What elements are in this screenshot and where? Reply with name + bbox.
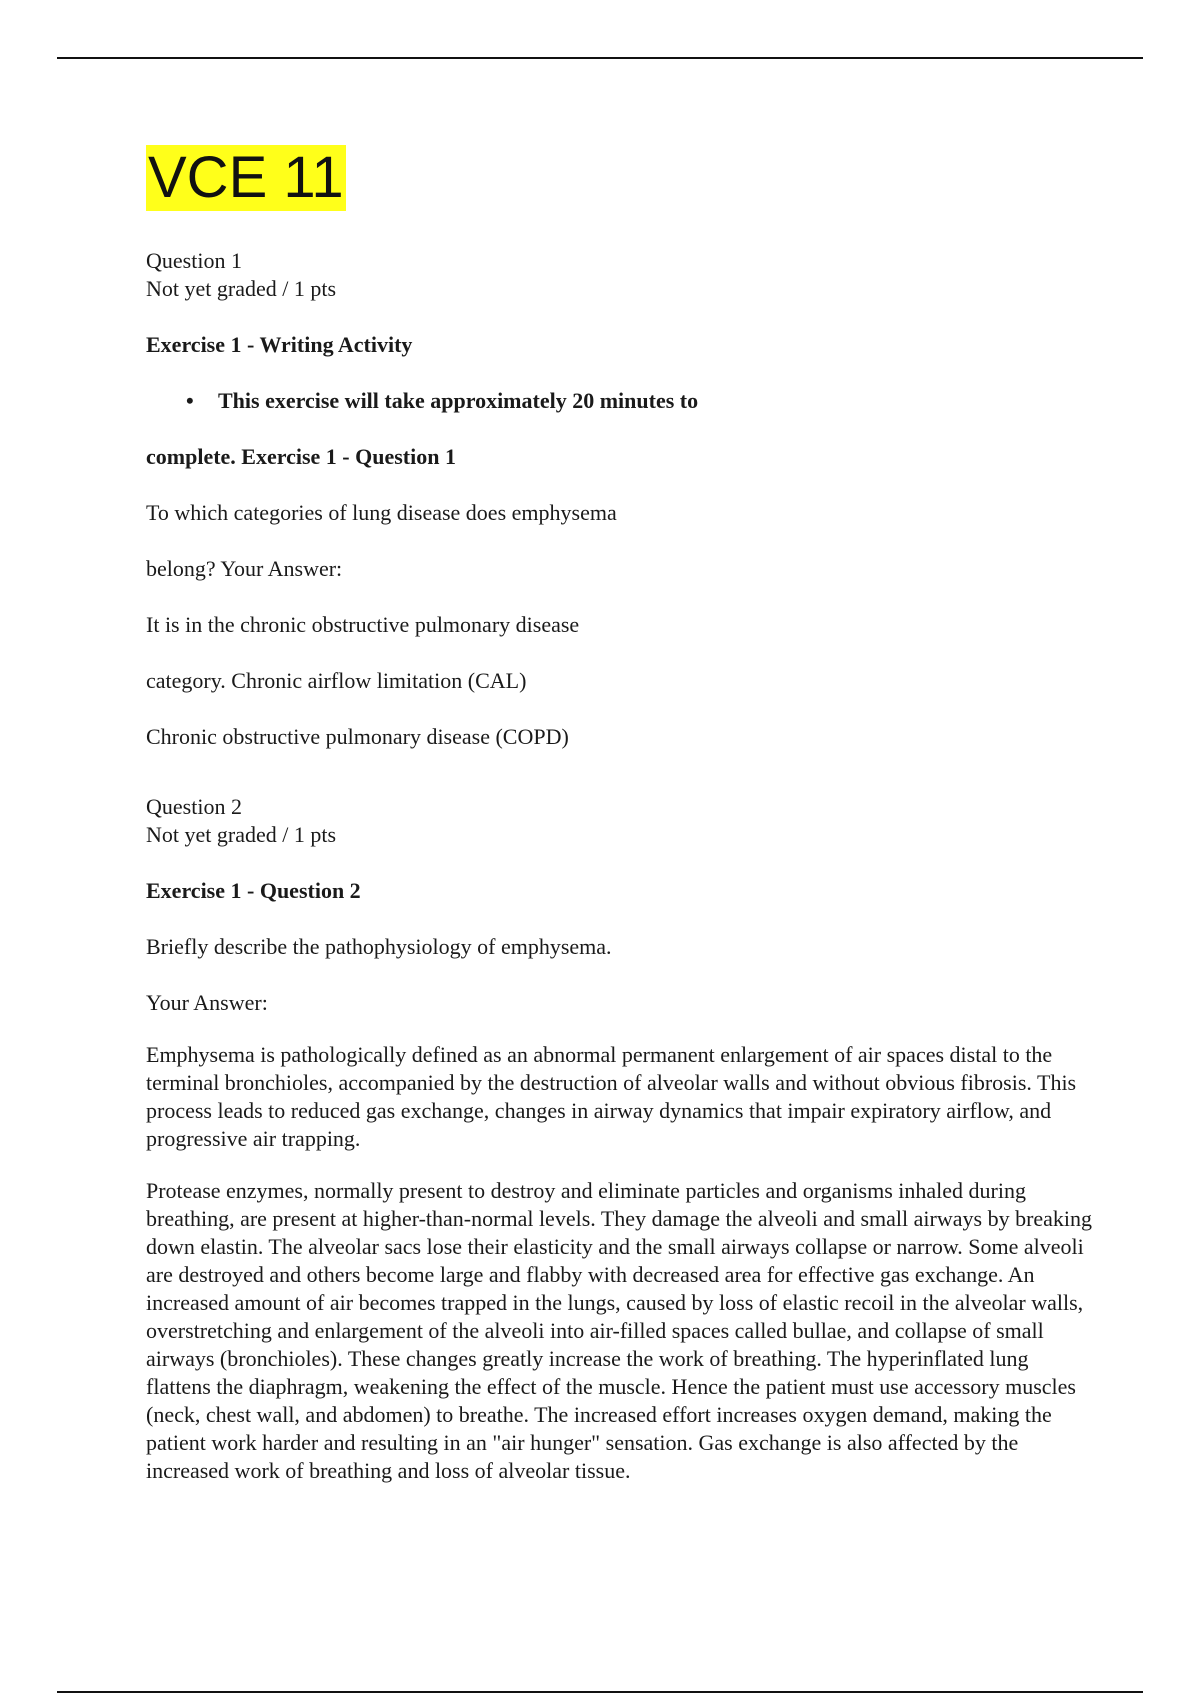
document-title: VCE 11 <box>148 145 344 210</box>
answer-paragraph-2: Protease enzymes, normally present to destroy and eliminate particles and organisms inhaled during breathing, are present at higher-than-normal levels. They damage the alveoli and small airways by breaking down elastin. The alveolar sacs lose their elasticity and the small airways collapse or narrow. Some alveoli are destroyed and others become large and flabby with decreased area for effective gas exchange. An increased amount of air becomes trapped in the lungs, caused by loss of elastic recoil in the alveolar walls, overstretching and enlargement of the alveoli into air-filled spaces called bullae, and collapse of small airways (bronchioles). These changes greatly increase the work of breathing. The hyperinflated lung flattens the diaphragm, weakening the effect of the muscle. Hence the patient must use accessory muscles (neck, chest wall, and abdomen) to breathe. The increased effort increases oxygen demand, making the patient work harder and resulting in an "air hunger" sensation. Gas exchange is also affected by the increased work of breathing and loss of alveolar tissue. <box>146 1178 1093 1483</box>
bullet-icon: • <box>186 388 194 413</box>
question-prompt: Briefly describe the pathophysiology of emphysema. <box>146 934 612 959</box>
question-1 <box>146 247 1106 751</box>
answer-line-1: It is in the chronic obstructive pulmonary disease <box>146 612 580 637</box>
bottom-rule <box>57 1691 1143 1693</box>
answer-paragraph-1: Emphysema is pathologically defined as an abnormal permanent enlargement of air spaces distal to the terminal bronchioles, accompanied by the destruction of alveolar walls and without obvious fibrosis. This process leads to reduced gas exchange, changes in airway dynamics that impair expiratory airflow, and progressive air trapping. <box>146 1042 1077 1151</box>
question-1-header <box>146 247 1106 303</box>
answer-line-3: Chronic obstructive pulmonary disease (COPD) <box>146 724 569 749</box>
bullet-item <box>146 387 1106 415</box>
question-label: Question 1 <box>146 248 242 273</box>
exercise-title: Exercise 1 - Writing Activity <box>146 332 413 357</box>
exercise-title: Exercise 1 - Question 2 <box>146 878 361 903</box>
top-rule <box>57 57 1143 59</box>
question-2-header <box>146 793 1106 849</box>
question-label: Question 2 <box>146 794 242 819</box>
answer-line-2: category. Chronic airflow limitation (CAL) <box>146 668 527 693</box>
question-prompt-line-2: belong? Your Answer: <box>146 556 343 581</box>
exercise-continuation: complete. Exercise 1 - Question 1 <box>146 444 456 469</box>
bullet-text: This exercise will take approximately 20 minutes to <box>218 388 699 413</box>
grading-status: Not yet graded / 1 pts <box>146 822 337 847</box>
question-prompt-line-1: To which categories of lung disease does emphysema <box>146 500 617 525</box>
grading-status: Not yet graded / 1 pts <box>146 276 337 301</box>
question-2 <box>146 793 1106 1485</box>
answer-label: Your Answer: <box>146 990 268 1015</box>
document-body <box>146 145 1106 1485</box>
